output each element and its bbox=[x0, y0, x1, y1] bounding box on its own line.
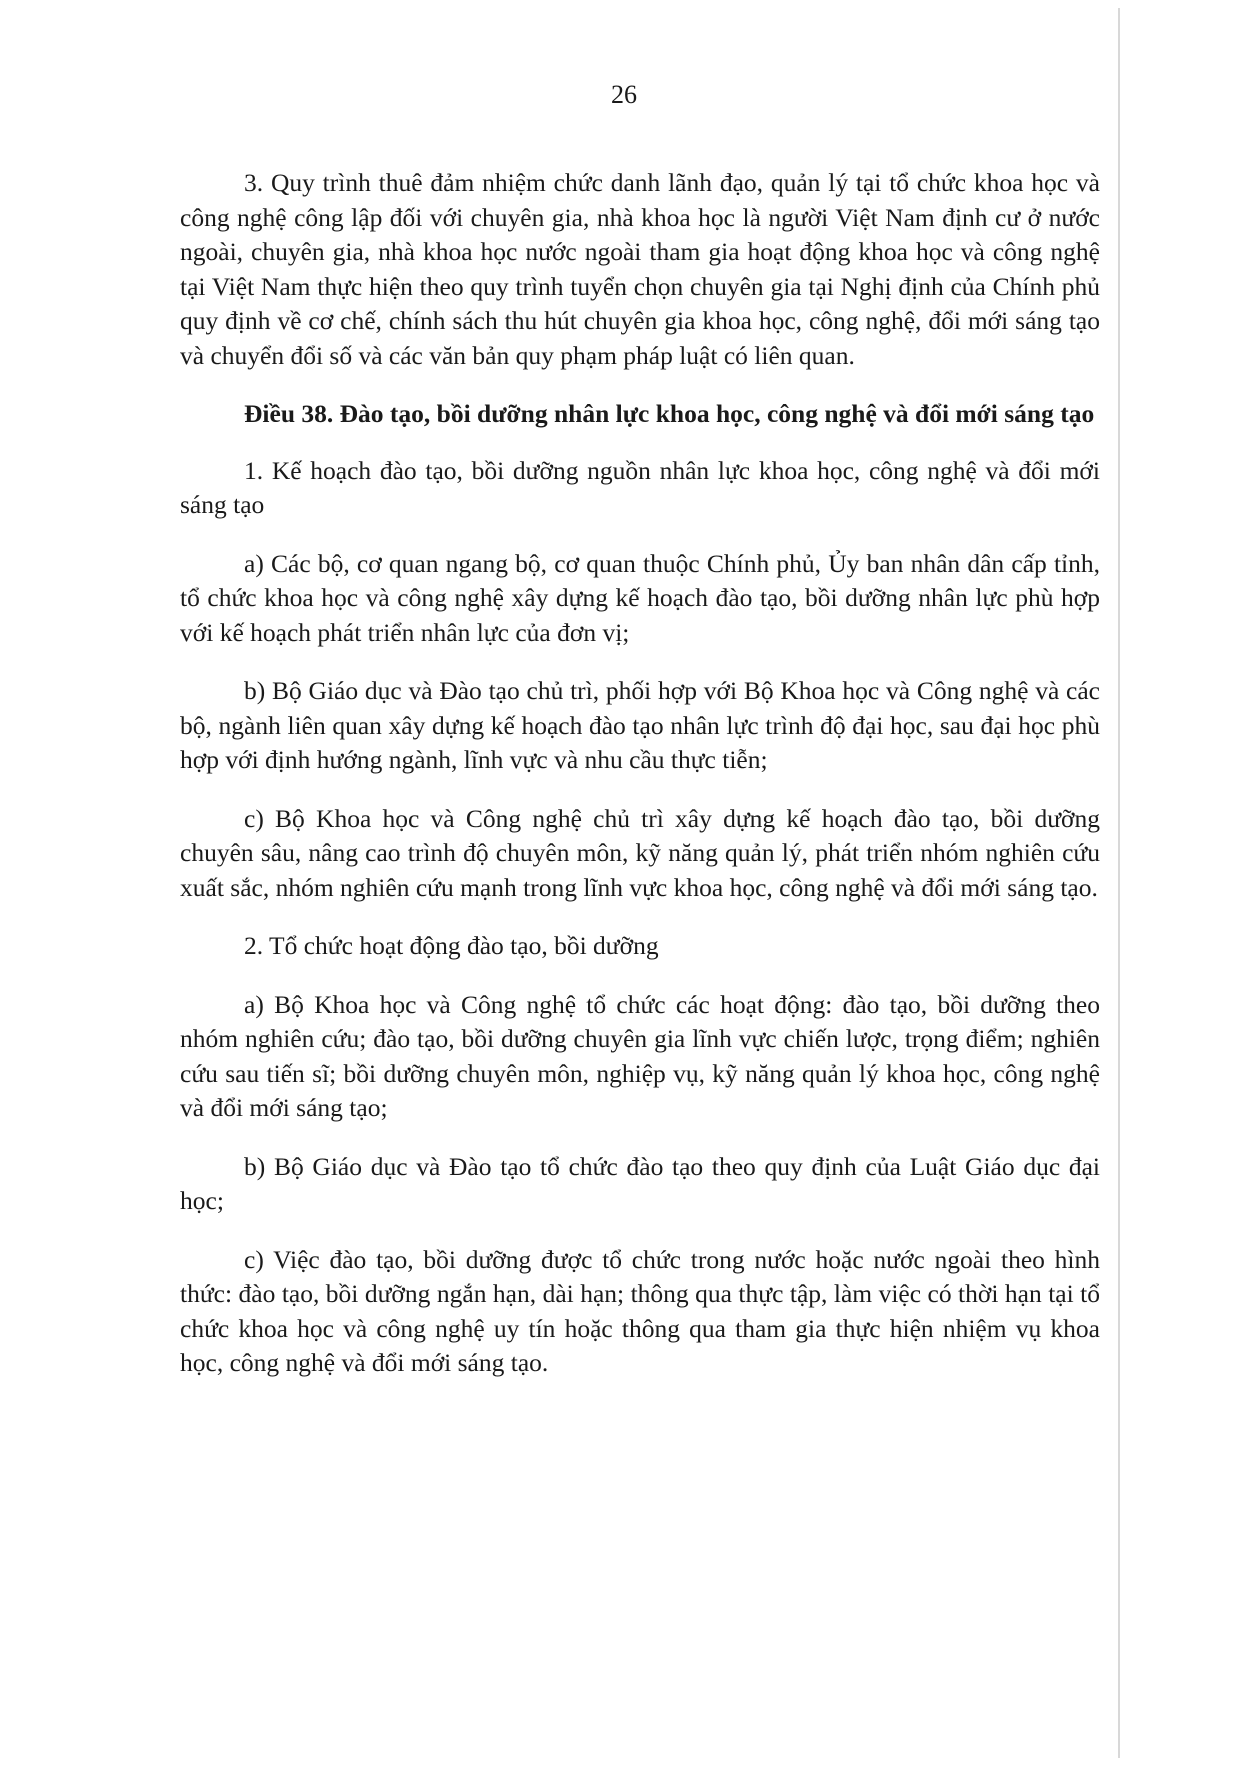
page-number: 26 bbox=[611, 80, 637, 109]
paragraph-point-2a: a) Bộ Khoa học và Công nghệ tổ chức các hoạt động: đào tạo, bồi dưỡng theo nhóm nghiên cứu; đào tạo, bồi dưỡng chuyên gia lĩnh vực chiến lược, trọng điểm; nghiên cứu sau tiến sĩ; bồi dưỡng chuyên môn, nghiệp vụ, kỹ năng quản lý khoa học, công nghệ và đổi mới sáng tạo; bbox=[180, 989, 1100, 1122]
paragraph-point-1a: a) Các bộ, cơ quan ngang bộ, cơ quan thuộc Chính phủ, Ủy ban nhân dân cấp tỉnh, tổ chức khoa học và công nghệ xây dựng kế hoạch đào tạo, bồi dưỡng nhân lực phù hợp với kế hoạch phát triển nhân lực của đơn vị; bbox=[180, 548, 1100, 647]
paragraph-point-1c: c) Bộ Khoa học và Công nghệ chủ trì xây dựng kế hoạch đào tạo, bồi dưỡng chuyên sâu, nâng cao trình độ chuyên môn, kỹ năng quản lý, phát triển nhóm nghiên cứu xuất sắc, nhóm nghiên cứu mạnh trong lĩnh vực khoa học, công nghệ và đổi mới sáng tạo. bbox=[180, 803, 1100, 902]
paragraph-clause-3: 3. Quy trình thuê đảm nhiệm chức danh lãnh đạo, quản lý tại tổ chức khoa học và công nghệ công lập đối với chuyên gia, nhà khoa học là người Việt Nam định cư ở nước ngoài, chuyên gia, nhà khoa học nước ngoài tham gia hoạt động khoa học và công nghệ tại Việt Nam thực hiện theo quy trình tuyển chọn chuyên gia tại Nghị định của Chính phủ quy định về cơ chế, chính sách thu hút chuyên gia khoa học, công nghệ, đổi mới sáng tạo và chuyển đổi số và các văn bản quy phạm pháp luật có liên quan. bbox=[180, 168, 1100, 370]
paragraph-clause-1: 1. Kế hoạch đào tạo, bồi dưỡng nguồn nhân lực khoa học, công nghệ và đổi mới sáng tạo bbox=[180, 455, 1100, 519]
scan-edge-line bbox=[1118, 8, 1120, 1758]
paragraph-point-1b: b) Bộ Giáo dục và Đào tạo chủ trì, phối hợp với Bộ Khoa học và Công nghệ và các bộ, ngành liên quan xây dựng kế hoạch đào tạo nhân lực trình độ đại học, sau đại học phù hợp với định hướng ngành, lĩnh vực và nhu cầu thực tiễn; bbox=[180, 676, 1100, 774]
article-heading-38: Điều 38. Đào tạo, bồi dưỡng nhân lực khoa học, công nghệ và đổi mới sáng tạo bbox=[244, 399, 1095, 428]
paragraph-point-2c: c) Việc đào tạo, bồi dưỡng được tổ chức trong nước hoặc nước ngoài theo hình thức: đào tạo, bồi dưỡng ngắn hạn, dài hạn; thông qua thực tập, làm việc có thời hạn tại tổ chức khoa học và công nghệ uy tín hoặc thông qua tham gia thực hiện nhiệm vụ khoa học, công nghệ và đổi mới sáng tạo. bbox=[180, 1244, 1100, 1377]
document-body bbox=[180, 166, 1100, 1405]
paragraph-clause-2: 2. Tổ chức hoạt động đào tạo, bồi dưỡng bbox=[244, 931, 659, 960]
paragraph-point-2b: b) Bộ Giáo dục và Đào tạo tổ chức đào tạo theo quy định của Luật Giáo dục đại học; bbox=[180, 1151, 1100, 1215]
